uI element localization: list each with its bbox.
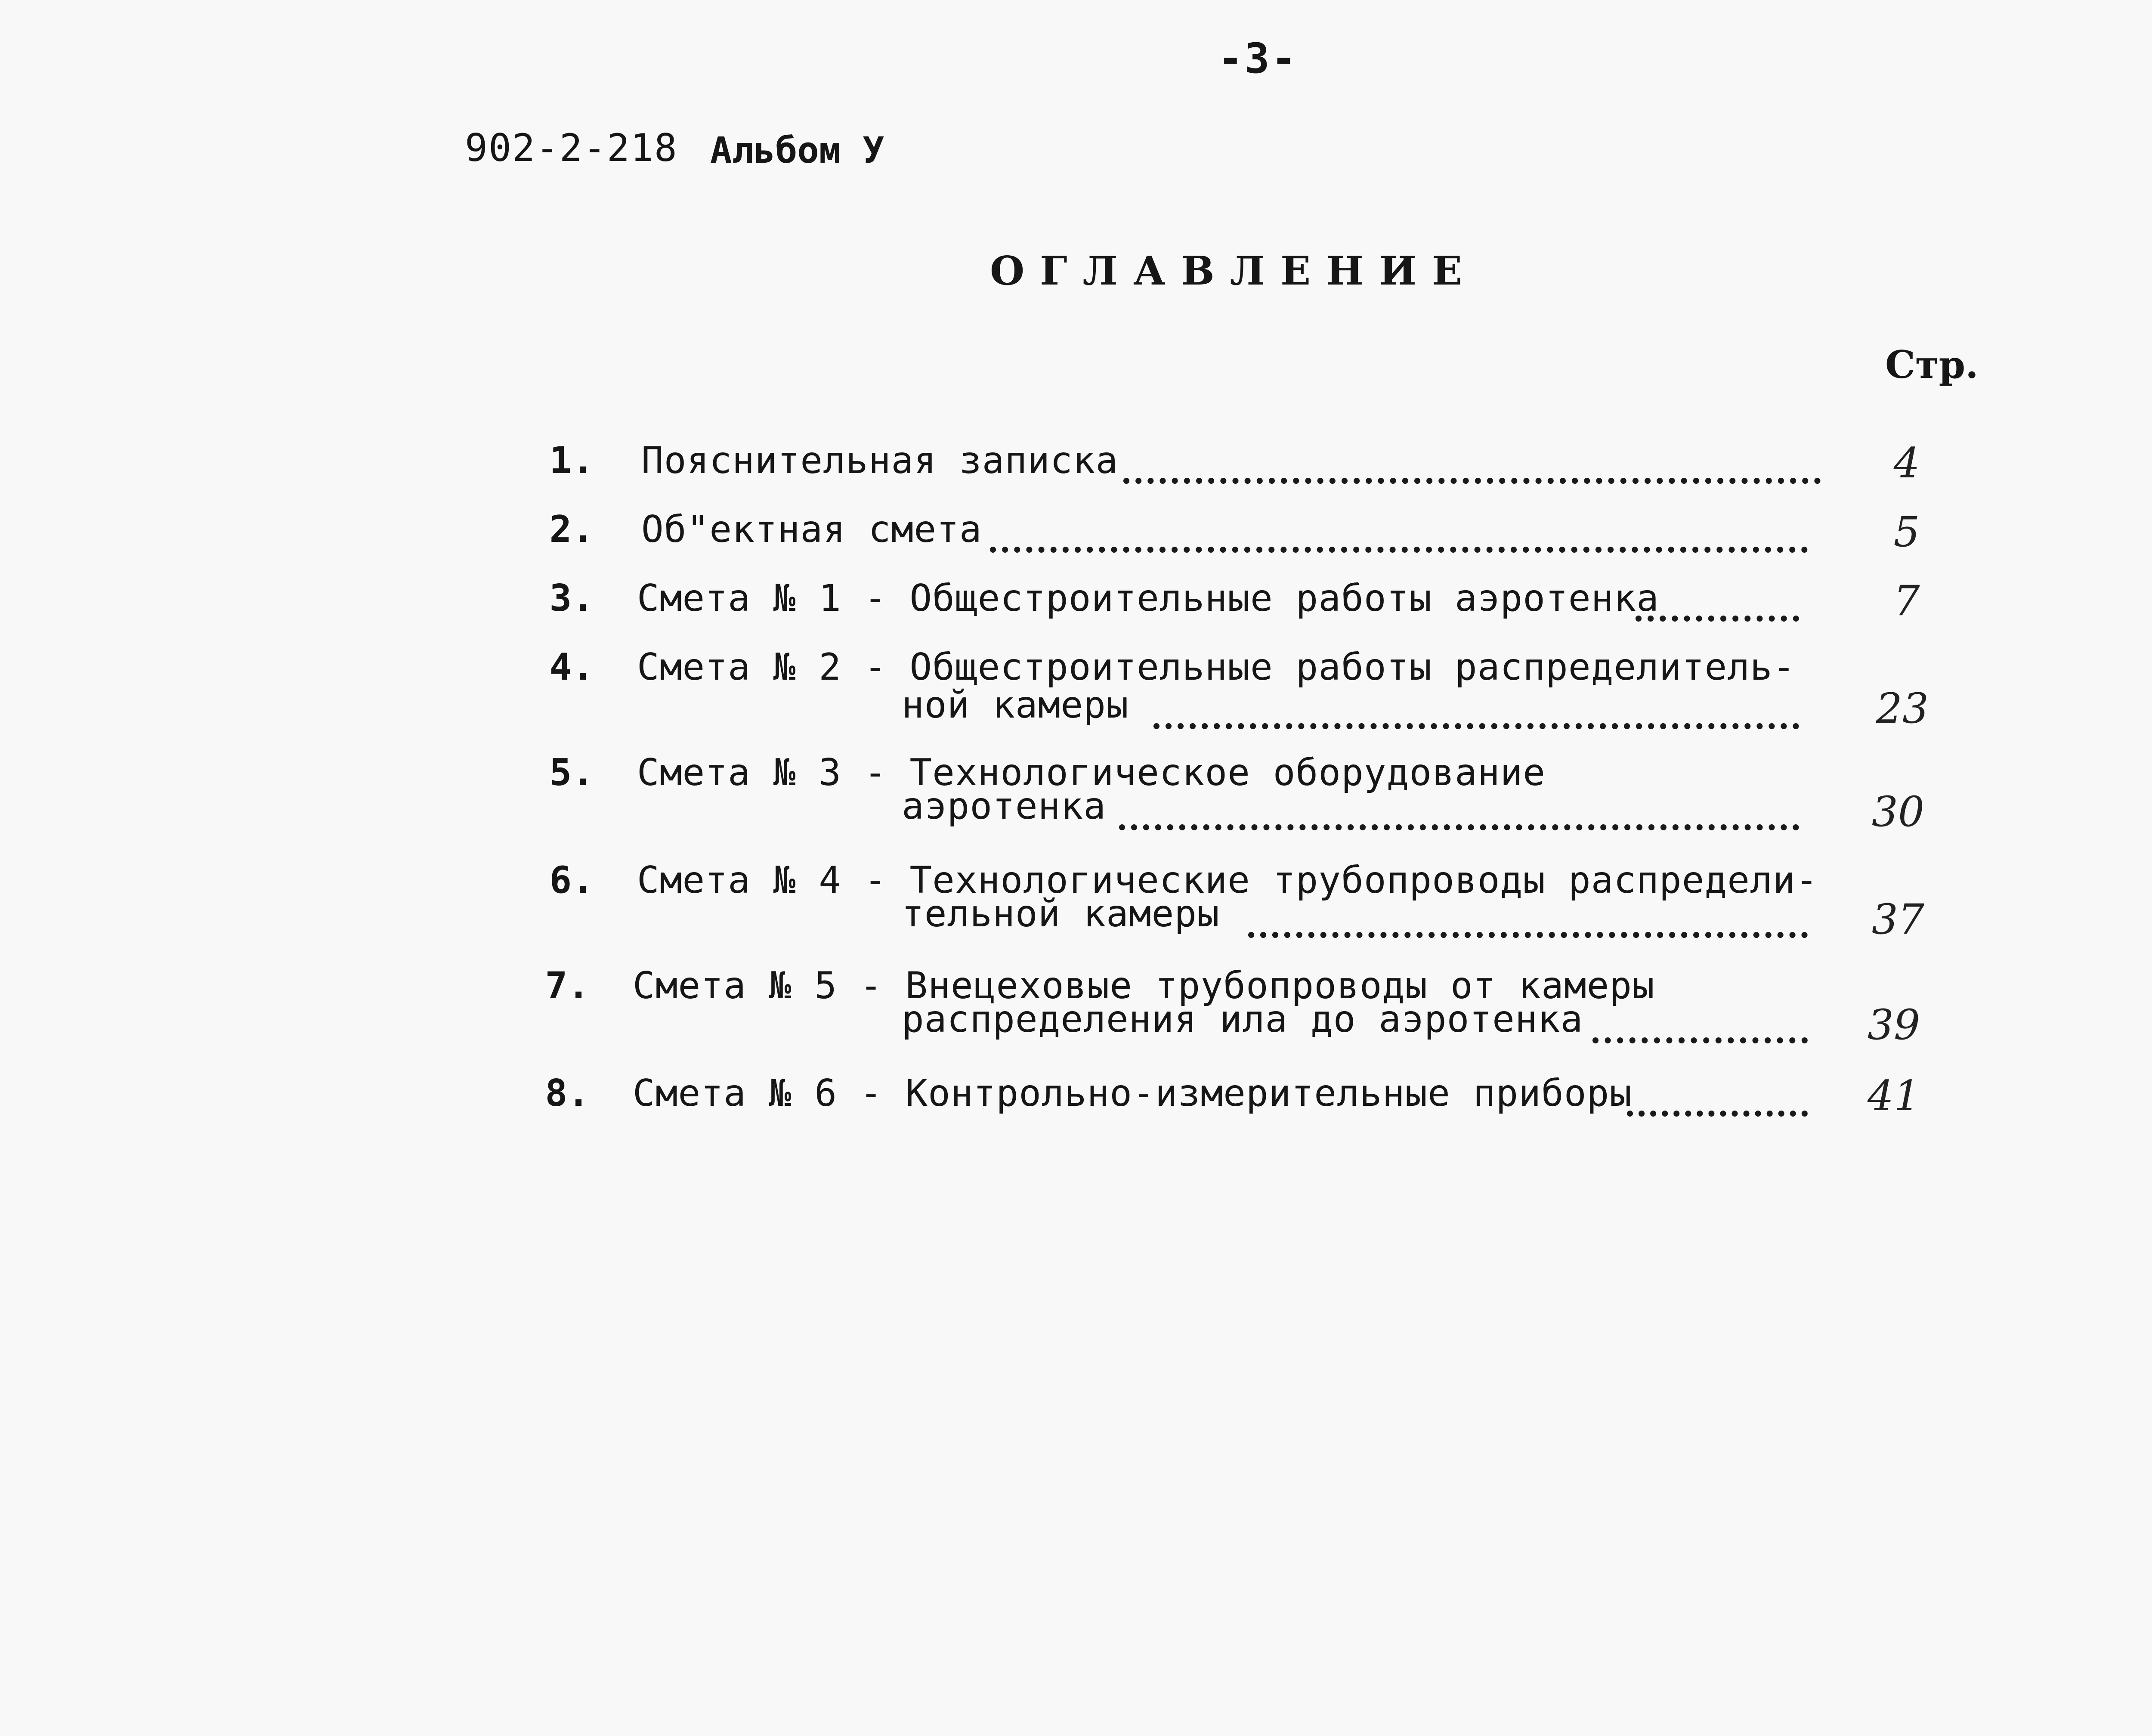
toc-entry bbox=[0, 508, 2152, 585]
album-label: Альбом У bbox=[710, 129, 884, 171]
toc-entry bbox=[0, 1072, 2152, 1149]
dot-leader bbox=[1153, 719, 1799, 729]
dot-leader bbox=[990, 542, 1808, 553]
entry-number: 5. bbox=[549, 751, 594, 794]
entry-number: 4. bbox=[549, 646, 594, 689]
dot-leader bbox=[1627, 1106, 1808, 1117]
entry-title-line-2: тельной камеры bbox=[902, 892, 1220, 935]
dot-leader bbox=[1248, 928, 1808, 938]
entry-title-line-2: ной камеры bbox=[902, 684, 1129, 727]
document-code: 902-2-218 bbox=[465, 126, 678, 170]
toc-entry bbox=[0, 964, 2152, 1068]
toc-title: ОГЛАВЛЕНИЕ bbox=[990, 248, 1478, 294]
toc-entry bbox=[0, 439, 2152, 517]
toc-entry bbox=[0, 751, 2152, 854]
entry-title-line-1: Смета № 3 - Технологическое оборудование bbox=[637, 751, 1546, 794]
toc-entry bbox=[0, 859, 2152, 962]
page-column-label: Стр. bbox=[1885, 342, 1979, 387]
entry-page: 23 bbox=[1876, 684, 1929, 733]
entry-title: Пояснительная записка bbox=[641, 439, 1119, 482]
dot-leader bbox=[1636, 611, 1799, 622]
toc-entry bbox=[0, 646, 2152, 749]
toc-entry bbox=[0, 577, 2152, 654]
entry-title: Смета № 1 - Общестроительные работы аэротенка bbox=[637, 577, 1659, 620]
entry-page: 5 bbox=[1893, 508, 1920, 556]
entry-page: 4 bbox=[1893, 439, 1920, 487]
entry-title-line-2: распределения ила до аэротенка bbox=[902, 998, 1583, 1041]
entry-title-line-1: Смета № 2 - Общестроительные работы распределитель- bbox=[637, 646, 1796, 689]
page-number: -3- bbox=[1218, 34, 1298, 83]
entry-number: 8. bbox=[545, 1072, 590, 1115]
dot-leader bbox=[1119, 820, 1799, 830]
entry-page: 41 bbox=[1867, 1072, 1920, 1120]
entry-title-line-1: Смета № 5 - Внецеховые трубопроводы от камеры bbox=[633, 964, 1655, 1007]
entry-page: 37 bbox=[1871, 895, 1925, 944]
entry-number: 2. bbox=[549, 508, 594, 551]
dot-leader bbox=[1123, 473, 1821, 484]
entry-title-line-1: Смета № 4 - Технологические трубопроводы распредели- bbox=[637, 859, 1818, 902]
entry-page: 30 bbox=[1871, 788, 1925, 836]
dot-leader bbox=[1592, 1033, 1808, 1043]
entry-page: 7 bbox=[1893, 577, 1920, 625]
entry-number: 3. bbox=[549, 577, 594, 620]
entry-number: 1. bbox=[549, 439, 594, 482]
entry-number: 7. bbox=[545, 964, 590, 1007]
entry-title: Смета № 6 - Контрольно-измерительные приборы bbox=[633, 1072, 1633, 1115]
entry-number: 6. bbox=[549, 859, 594, 902]
entry-title-line-2: аэротенка bbox=[902, 785, 1106, 828]
entry-title: Об"ектная смета bbox=[641, 508, 982, 551]
entry-page: 39 bbox=[1867, 1001, 1920, 1049]
